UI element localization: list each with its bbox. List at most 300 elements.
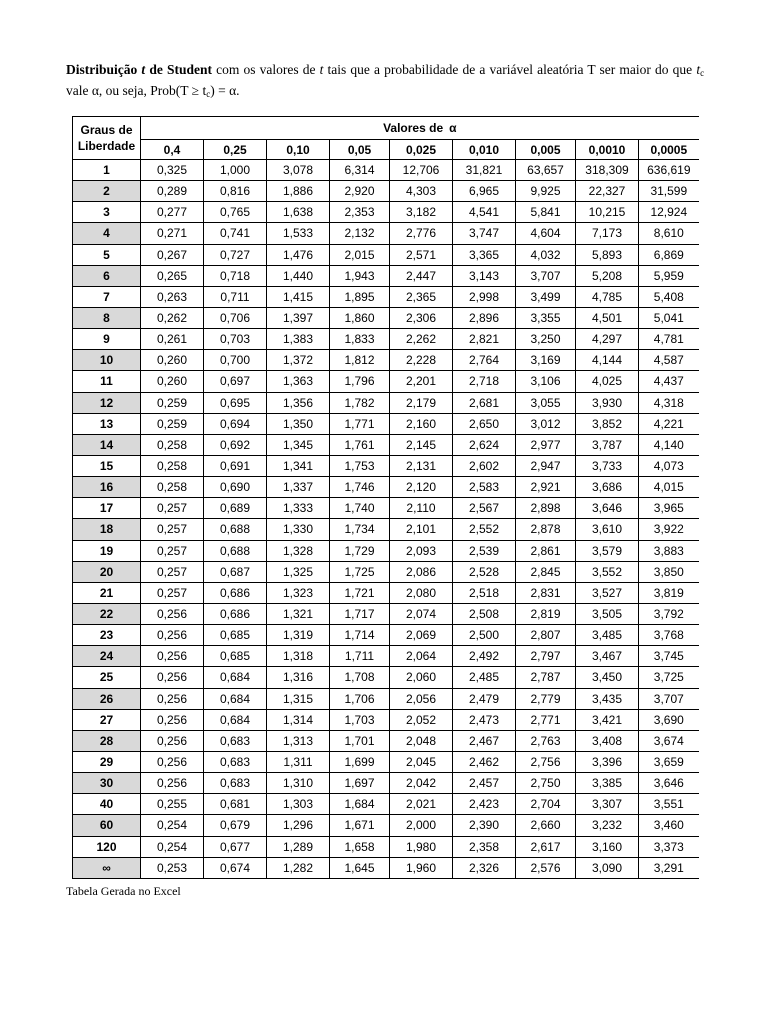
df-cell: 22 bbox=[73, 603, 141, 624]
value-cell: 4,140 bbox=[639, 434, 699, 455]
value-cell: 3,707 bbox=[639, 688, 699, 709]
value-cell: 2,179 bbox=[390, 392, 453, 413]
value-cell: 2,998 bbox=[453, 286, 516, 307]
table-row bbox=[73, 202, 699, 223]
value-cell: 2,086 bbox=[390, 561, 453, 582]
value-cell: 2,571 bbox=[390, 244, 453, 265]
df-cell: 20 bbox=[73, 561, 141, 582]
value-cell: 4,604 bbox=[516, 223, 576, 244]
value-cell: 1,328 bbox=[267, 540, 330, 561]
value-cell: 1,313 bbox=[267, 730, 330, 751]
value-cell: 3,355 bbox=[516, 307, 576, 328]
title-bold-1: Distribuição bbox=[66, 62, 138, 77]
alpha-header-cell: 0,4 bbox=[141, 140, 204, 160]
value-cell: 1,711 bbox=[330, 646, 390, 667]
value-cell: 2,145 bbox=[390, 434, 453, 455]
value-cell: 2,617 bbox=[516, 836, 576, 857]
alpha-header-cell: 0,05 bbox=[330, 140, 390, 160]
title-italic-t: t bbox=[141, 62, 146, 77]
value-cell: 1,533 bbox=[267, 223, 330, 244]
value-cell: 0,688 bbox=[204, 540, 267, 561]
value-cell: 2,807 bbox=[516, 625, 576, 646]
value-cell: 1,316 bbox=[267, 667, 330, 688]
value-cell: 0,256 bbox=[141, 646, 204, 667]
intro-sub-c: c bbox=[700, 68, 705, 78]
value-cell: 1,699 bbox=[330, 751, 390, 772]
value-cell: 2,518 bbox=[453, 582, 516, 603]
value-cell: 1,943 bbox=[330, 265, 390, 286]
value-cell: 3,646 bbox=[639, 773, 699, 794]
value-cell: 0,681 bbox=[204, 794, 267, 815]
value-cell: 0,256 bbox=[141, 773, 204, 794]
value-cell: 318,309 bbox=[576, 160, 639, 181]
value-cell: 2,921 bbox=[516, 477, 576, 498]
value-cell: 2,042 bbox=[390, 773, 453, 794]
value-cell: 2,110 bbox=[390, 498, 453, 519]
value-cell: 2,132 bbox=[330, 223, 390, 244]
value-cell: 1,980 bbox=[390, 836, 453, 857]
value-cell: 1,812 bbox=[330, 350, 390, 371]
value-cell: 2,093 bbox=[390, 540, 453, 561]
intro-var-tc: t bbox=[696, 62, 701, 77]
value-cell: 1,000 bbox=[204, 160, 267, 181]
value-cell: 0,674 bbox=[204, 857, 267, 878]
value-cell: 0,741 bbox=[204, 223, 267, 244]
value-cell: 2,492 bbox=[453, 646, 516, 667]
value-cell: 1,960 bbox=[390, 857, 453, 878]
value-cell: 3,819 bbox=[639, 582, 699, 603]
value-cell: 1,708 bbox=[330, 667, 390, 688]
value-cell: 1,734 bbox=[330, 519, 390, 540]
table-row bbox=[73, 646, 699, 667]
value-cell: 2,576 bbox=[516, 857, 576, 878]
value-cell: 3,883 bbox=[639, 540, 699, 561]
value-cell: 0,263 bbox=[141, 286, 204, 307]
value-cell: 3,690 bbox=[639, 709, 699, 730]
value-cell: 2,704 bbox=[516, 794, 576, 815]
df-cell: 24 bbox=[73, 646, 141, 667]
alpha-header-cell: 0,025 bbox=[390, 140, 453, 160]
value-cell: 0,259 bbox=[141, 392, 204, 413]
value-cell: 8,610 bbox=[639, 223, 699, 244]
value-cell: 1,356 bbox=[267, 392, 330, 413]
value-cell: 2,131 bbox=[390, 455, 453, 476]
table-row bbox=[73, 540, 699, 561]
value-cell: 2,771 bbox=[516, 709, 576, 730]
table-body bbox=[73, 160, 699, 879]
value-cell: 3,850 bbox=[639, 561, 699, 582]
value-cell: 2,779 bbox=[516, 688, 576, 709]
table-row bbox=[73, 751, 699, 772]
value-cell: 1,296 bbox=[267, 815, 330, 836]
value-cell: 2,120 bbox=[390, 477, 453, 498]
value-cell: 1,318 bbox=[267, 646, 330, 667]
value-cell: 2,861 bbox=[516, 540, 576, 561]
df-cell: 15 bbox=[73, 455, 141, 476]
value-cell: 2,326 bbox=[453, 857, 516, 878]
df-cell: 9 bbox=[73, 329, 141, 350]
value-cell: 4,318 bbox=[639, 392, 699, 413]
value-cell: 3,408 bbox=[576, 730, 639, 751]
value-cell: 2,457 bbox=[453, 773, 516, 794]
value-cell: 1,771 bbox=[330, 413, 390, 434]
value-cell: 2,064 bbox=[390, 646, 453, 667]
value-cell: 4,541 bbox=[453, 202, 516, 223]
df-cell: 18 bbox=[73, 519, 141, 540]
table-row bbox=[73, 350, 699, 371]
value-cell: 2,660 bbox=[516, 815, 576, 836]
value-cell: 0,684 bbox=[204, 667, 267, 688]
value-cell: 2,797 bbox=[516, 646, 576, 667]
value-cell: 3,460 bbox=[639, 815, 699, 836]
value-cell: 0,256 bbox=[141, 751, 204, 772]
value-cell: 3,365 bbox=[453, 244, 516, 265]
value-cell: 2,306 bbox=[390, 307, 453, 328]
value-cell: 0,254 bbox=[141, 815, 204, 836]
df-cell: 30 bbox=[73, 773, 141, 794]
value-cell: 2,756 bbox=[516, 751, 576, 772]
value-cell: 1,415 bbox=[267, 286, 330, 307]
value-cell: 0,258 bbox=[141, 477, 204, 498]
value-cell: 0,706 bbox=[204, 307, 267, 328]
value-cell: 3,385 bbox=[576, 773, 639, 794]
value-cell: 5,208 bbox=[576, 265, 639, 286]
df-cell: 5 bbox=[73, 244, 141, 265]
value-cell: 2,776 bbox=[390, 223, 453, 244]
value-cell: 1,658 bbox=[330, 836, 390, 857]
alpha-header-cell: 0,10 bbox=[267, 140, 330, 160]
value-cell: 3,485 bbox=[576, 625, 639, 646]
value-cell: 3,792 bbox=[639, 603, 699, 624]
value-cell: 3,965 bbox=[639, 498, 699, 519]
df-cell: 25 bbox=[73, 667, 141, 688]
value-cell: 1,740 bbox=[330, 498, 390, 519]
value-cell: 3,922 bbox=[639, 519, 699, 540]
values-header bbox=[141, 117, 699, 140]
value-cell: 0,691 bbox=[204, 455, 267, 476]
intro-text-3: vale α, ou seja, Prob(T ≥ t bbox=[66, 83, 207, 98]
value-cell: 3,745 bbox=[639, 646, 699, 667]
value-cell: 63,657 bbox=[516, 160, 576, 181]
table-row bbox=[73, 709, 699, 730]
df-cell: 12 bbox=[73, 392, 141, 413]
table-row bbox=[73, 688, 699, 709]
df-cell: 29 bbox=[73, 751, 141, 772]
value-cell: 1,372 bbox=[267, 350, 330, 371]
value-cell: 5,893 bbox=[576, 244, 639, 265]
value-cell: 1,310 bbox=[267, 773, 330, 794]
value-cell: 1,729 bbox=[330, 540, 390, 561]
value-cell: 4,032 bbox=[516, 244, 576, 265]
value-cell: 6,869 bbox=[639, 244, 699, 265]
value-cell: 3,852 bbox=[576, 413, 639, 434]
value-cell: 2,681 bbox=[453, 392, 516, 413]
value-cell: 2,101 bbox=[390, 519, 453, 540]
value-cell: 1,363 bbox=[267, 371, 330, 392]
value-cell: 2,750 bbox=[516, 773, 576, 794]
value-cell: 4,015 bbox=[639, 477, 699, 498]
value-cell: 3,610 bbox=[576, 519, 639, 540]
intro-var-t: t bbox=[319, 62, 324, 77]
value-cell: 31,821 bbox=[453, 160, 516, 181]
df-cell: 19 bbox=[73, 540, 141, 561]
value-cell: 0,257 bbox=[141, 582, 204, 603]
table-row bbox=[73, 455, 699, 476]
value-cell: 3,467 bbox=[576, 646, 639, 667]
value-cell: 2,878 bbox=[516, 519, 576, 540]
value-cell: 2,819 bbox=[516, 603, 576, 624]
table-row bbox=[73, 329, 699, 350]
value-cell: 0,683 bbox=[204, 751, 267, 772]
value-cell: 0,289 bbox=[141, 181, 204, 202]
value-cell: 3,169 bbox=[516, 350, 576, 371]
value-cell: 0,692 bbox=[204, 434, 267, 455]
value-cell: 2,060 bbox=[390, 667, 453, 688]
value-cell: 4,781 bbox=[639, 329, 699, 350]
value-cell: 0,684 bbox=[204, 688, 267, 709]
value-cell: 0,277 bbox=[141, 202, 204, 223]
value-cell: 12,924 bbox=[639, 202, 699, 223]
intro-text-4: ) = α. bbox=[210, 83, 240, 98]
value-cell: 0,258 bbox=[141, 455, 204, 476]
value-cell: 2,485 bbox=[453, 667, 516, 688]
value-cell: 3,787 bbox=[576, 434, 639, 455]
value-cell: 4,501 bbox=[576, 307, 639, 328]
value-cell: 0,257 bbox=[141, 561, 204, 582]
value-cell: 4,221 bbox=[639, 413, 699, 434]
df-cell: 3 bbox=[73, 202, 141, 223]
value-cell: 3,733 bbox=[576, 455, 639, 476]
value-cell: 4,025 bbox=[576, 371, 639, 392]
table-row bbox=[73, 265, 699, 286]
df-cell: 13 bbox=[73, 413, 141, 434]
value-cell: 12,706 bbox=[390, 160, 453, 181]
value-cell: 3,182 bbox=[390, 202, 453, 223]
value-cell: 0,718 bbox=[204, 265, 267, 286]
table-row bbox=[73, 160, 699, 181]
value-cell: 1,725 bbox=[330, 561, 390, 582]
value-cell: 2,650 bbox=[453, 413, 516, 434]
value-cell: 1,289 bbox=[267, 836, 330, 857]
alpha-header-cell: 0,005 bbox=[516, 140, 576, 160]
value-cell: 2,365 bbox=[390, 286, 453, 307]
value-cell: 1,886 bbox=[267, 181, 330, 202]
value-cell: 1,645 bbox=[330, 857, 390, 878]
alpha-header-row bbox=[73, 140, 699, 160]
value-cell: 3,078 bbox=[267, 160, 330, 181]
value-cell: 2,228 bbox=[390, 350, 453, 371]
table-row bbox=[73, 307, 699, 328]
value-cell: 0,258 bbox=[141, 434, 204, 455]
value-cell: 0,256 bbox=[141, 709, 204, 730]
value-cell: 0,684 bbox=[204, 709, 267, 730]
value-cell: 0,727 bbox=[204, 244, 267, 265]
alpha-header-cell: 0,0005 bbox=[639, 140, 699, 160]
value-cell: 1,782 bbox=[330, 392, 390, 413]
value-cell: 1,860 bbox=[330, 307, 390, 328]
value-cell: 3,055 bbox=[516, 392, 576, 413]
value-cell: 3,579 bbox=[576, 540, 639, 561]
value-cell: 1,671 bbox=[330, 815, 390, 836]
value-cell: 0,677 bbox=[204, 836, 267, 857]
df-cell: 21 bbox=[73, 582, 141, 603]
value-cell: 0,259 bbox=[141, 413, 204, 434]
value-cell: 2,718 bbox=[453, 371, 516, 392]
df-cell: 14 bbox=[73, 434, 141, 455]
value-cell: 0,688 bbox=[204, 519, 267, 540]
value-cell: 2,479 bbox=[453, 688, 516, 709]
value-cell: 3,090 bbox=[576, 857, 639, 878]
df-header: Graus de Liberdade bbox=[73, 117, 141, 160]
value-cell: 1,796 bbox=[330, 371, 390, 392]
df-cell: 40 bbox=[73, 794, 141, 815]
value-cell: 1,753 bbox=[330, 455, 390, 476]
value-cell: 1,684 bbox=[330, 794, 390, 815]
value-cell: 636,619 bbox=[639, 160, 699, 181]
value-cell: 3,421 bbox=[576, 709, 639, 730]
value-cell: 31,599 bbox=[639, 181, 699, 202]
value-cell: 5,959 bbox=[639, 265, 699, 286]
table-row bbox=[73, 582, 699, 603]
value-cell: 3,552 bbox=[576, 561, 639, 582]
value-cell: 2,539 bbox=[453, 540, 516, 561]
value-cell: 2,048 bbox=[390, 730, 453, 751]
table-row bbox=[73, 181, 699, 202]
value-cell: 3,450 bbox=[576, 667, 639, 688]
value-cell: 2,052 bbox=[390, 709, 453, 730]
value-cell: 0,765 bbox=[204, 202, 267, 223]
value-cell: 1,746 bbox=[330, 477, 390, 498]
value-cell: 1,714 bbox=[330, 625, 390, 646]
value-cell: 0,256 bbox=[141, 667, 204, 688]
value-cell: 2,845 bbox=[516, 561, 576, 582]
value-cell: 4,303 bbox=[390, 181, 453, 202]
value-cell: 2,000 bbox=[390, 815, 453, 836]
value-cell: 0,260 bbox=[141, 371, 204, 392]
df-cell: 10 bbox=[73, 350, 141, 371]
value-cell: 0,254 bbox=[141, 836, 204, 857]
value-cell: 0,260 bbox=[141, 350, 204, 371]
value-cell: 1,717 bbox=[330, 603, 390, 624]
table-row bbox=[73, 561, 699, 582]
value-cell: 1,282 bbox=[267, 857, 330, 878]
value-cell: 0,253 bbox=[141, 857, 204, 878]
df-cell: 7 bbox=[73, 286, 141, 307]
df-cell: 26 bbox=[73, 688, 141, 709]
value-cell: 3,646 bbox=[576, 498, 639, 519]
value-cell: 1,701 bbox=[330, 730, 390, 751]
value-cell: 2,473 bbox=[453, 709, 516, 730]
value-cell: 0,683 bbox=[204, 730, 267, 751]
value-cell: 0,697 bbox=[204, 371, 267, 392]
intro-text-2: tais que a probabilidade de a variável aleatória T ser maior do que bbox=[327, 62, 693, 77]
value-cell: 2,160 bbox=[390, 413, 453, 434]
value-cell: 0,257 bbox=[141, 540, 204, 561]
value-cell: 0,685 bbox=[204, 625, 267, 646]
value-cell: 2,080 bbox=[390, 582, 453, 603]
value-cell: 3,659 bbox=[639, 751, 699, 772]
df-cell: 17 bbox=[73, 498, 141, 519]
value-cell: 2,358 bbox=[453, 836, 516, 857]
alpha-symbol: α bbox=[449, 121, 457, 135]
value-cell: 3,232 bbox=[576, 815, 639, 836]
table-row bbox=[73, 392, 699, 413]
value-cell: 2,787 bbox=[516, 667, 576, 688]
value-cell: 3,551 bbox=[639, 794, 699, 815]
value-cell: 0,816 bbox=[204, 181, 267, 202]
value-cell: 2,763 bbox=[516, 730, 576, 751]
value-cell: 2,977 bbox=[516, 434, 576, 455]
value-cell: 4,073 bbox=[639, 455, 699, 476]
value-cell: 3,307 bbox=[576, 794, 639, 815]
value-cell: 2,045 bbox=[390, 751, 453, 772]
table-row bbox=[73, 603, 699, 624]
value-cell: 3,499 bbox=[516, 286, 576, 307]
alpha-header-cell: 0,25 bbox=[204, 140, 267, 160]
df-cell: 28 bbox=[73, 730, 141, 751]
value-cell: 3,012 bbox=[516, 413, 576, 434]
value-cell: 0,256 bbox=[141, 603, 204, 624]
value-cell: 2,624 bbox=[453, 434, 516, 455]
value-cell: 2,567 bbox=[453, 498, 516, 519]
df-cell: 2 bbox=[73, 181, 141, 202]
value-cell: 1,383 bbox=[267, 329, 330, 350]
value-cell: 10,215 bbox=[576, 202, 639, 223]
table-row bbox=[73, 477, 699, 498]
value-cell: 2,353 bbox=[330, 202, 390, 223]
value-cell: 0,256 bbox=[141, 625, 204, 646]
value-cell: 3,527 bbox=[576, 582, 639, 603]
value-cell: 0,694 bbox=[204, 413, 267, 434]
value-cell: 0,689 bbox=[204, 498, 267, 519]
value-cell: 5,041 bbox=[639, 307, 699, 328]
table-row bbox=[73, 434, 699, 455]
value-cell: 3,686 bbox=[576, 477, 639, 498]
title-bold-2: de Student bbox=[149, 62, 212, 77]
value-cell: 2,447 bbox=[390, 265, 453, 286]
value-cell: 3,160 bbox=[576, 836, 639, 857]
value-cell: 1,638 bbox=[267, 202, 330, 223]
value-cell: 1,321 bbox=[267, 603, 330, 624]
value-cell: 3,747 bbox=[453, 223, 516, 244]
value-cell: 1,325 bbox=[267, 561, 330, 582]
value-cell: 1,350 bbox=[267, 413, 330, 434]
df-cell: 120 bbox=[73, 836, 141, 857]
table-row bbox=[73, 498, 699, 519]
table-row bbox=[73, 815, 699, 836]
value-cell: 2,947 bbox=[516, 455, 576, 476]
value-cell: 1,311 bbox=[267, 751, 330, 772]
value-cell: 0,255 bbox=[141, 794, 204, 815]
value-cell: 2,896 bbox=[453, 307, 516, 328]
value-cell: 4,144 bbox=[576, 350, 639, 371]
value-cell: 1,341 bbox=[267, 455, 330, 476]
table-row bbox=[73, 730, 699, 751]
value-cell: 4,785 bbox=[576, 286, 639, 307]
table-row bbox=[73, 223, 699, 244]
value-cell: 2,462 bbox=[453, 751, 516, 772]
intro-text-1: com os valores de bbox=[216, 62, 316, 77]
value-cell: 2,390 bbox=[453, 815, 516, 836]
df-cell: 23 bbox=[73, 625, 141, 646]
value-cell: 0,325 bbox=[141, 160, 204, 181]
intro-paragraph bbox=[66, 59, 704, 101]
value-cell: 2,583 bbox=[453, 477, 516, 498]
value-cell: 1,833 bbox=[330, 329, 390, 350]
value-cell: 0,262 bbox=[141, 307, 204, 328]
df-cell: 60 bbox=[73, 815, 141, 836]
value-cell: 1,333 bbox=[267, 498, 330, 519]
